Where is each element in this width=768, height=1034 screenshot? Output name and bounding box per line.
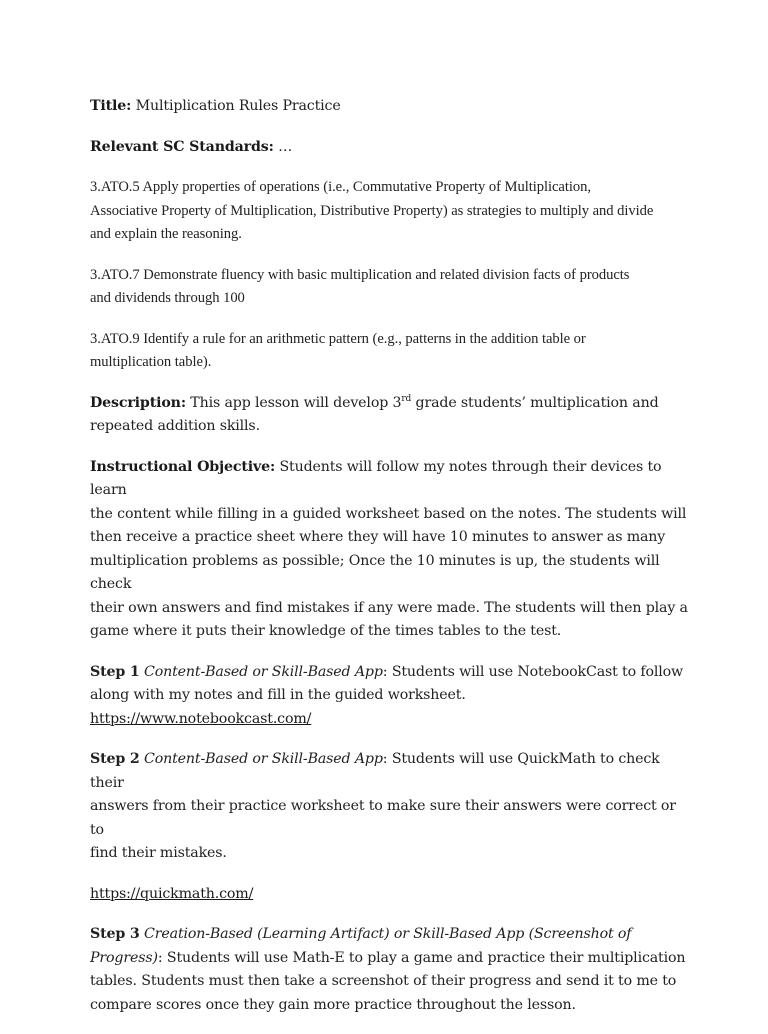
description: Description: This app lesson will develop 3rd grade students’ multiplication and repeated addition skills.: [90, 393, 659, 434]
step-3: Step 3 Creation-Based (Learning Artifact) or Skill-Based App (Screenshot of Progress): Students will use Math-E to play a game and practice their multiplication tables. Students must then take a screenshot of their progress and send it to me to compare scores once they gain more practice throughout the lesson.: [90, 926, 686, 1013]
step-2-type: Content-Based or Skill-Based App: [144, 751, 383, 767]
notebookcast-link[interactable]: https://www.notebookcast.com/: [90, 710, 312, 727]
step-1: Step 1 Content-Based or Skill-Based App: Students will use NotebookCast to follow along with my notes and fill in the guided worksheet. https://www.notebookcast.com/: [90, 663, 683, 727]
step-2-number: Step 2: [90, 751, 140, 767]
objective-label: Instructional Objective: [90, 458, 271, 475]
standards-label: Relevant SC Standards: [90, 138, 269, 155]
quickmath-link-line: [90, 883, 690, 907]
title-label: Title: [90, 98, 127, 114]
quickmath-link[interactable]: https://quickmath.com/: [90, 885, 254, 902]
step-3-number: Step 3: [90, 926, 140, 942]
standard-item: 3.ATO.9 Identify a rule for an arithmetic pattern (e.g., patterns in the addition table or multiplication table).: [90, 330, 586, 370]
step-1-number: Step 1: [90, 663, 140, 680]
title-line: Title: Multiplication Rules Practice: [90, 98, 341, 114]
standard-item: 3.ATO.7 Demonstrate fluency with basic multiplication and related division facts of products and dividends through 100: [90, 266, 630, 306]
instructional-objective: Instructional Objective: Students will follow my notes through their devices to learn the content while filling in a guided worksheet based on the notes. The students will then receive a practice sheet where they will have 10 minutes to answer as many multiplication problems as possible; Once the 10 minutes is up, the students will check their own answers and find mistakes if any were made. The students will then play a game where it puts their knowledge of the times tables to the test.: [90, 458, 688, 639]
standard-item: 3.ATO.5 Apply properties of operations (i.e., Commutative Property of Multiplication, Associative Property of Multiplication, Distributive Property) as strategies to multiply and divide and explain the reasoning.: [90, 179, 654, 242]
step-2: Step 2 Content-Based or Skill-Based App: Students will use QuickMath to check their answers from their practice worksheet to make sure their answers were correct or to find their mistakes.: [90, 751, 676, 861]
document-body: [90, 95, 690, 1034]
standards-heading: Relevant SC Standards: …: [90, 138, 293, 155]
step-1-type: Content-Based or Skill-Based App: [144, 663, 383, 680]
title-value: Multiplication Rules Practice: [135, 98, 341, 114]
description-label: Description: [90, 394, 181, 411]
standards-value: …: [278, 138, 293, 155]
step-3-type: Creation-Based (Learning Artifact) or Skill-Based App (Screenshot of: [144, 926, 632, 942]
